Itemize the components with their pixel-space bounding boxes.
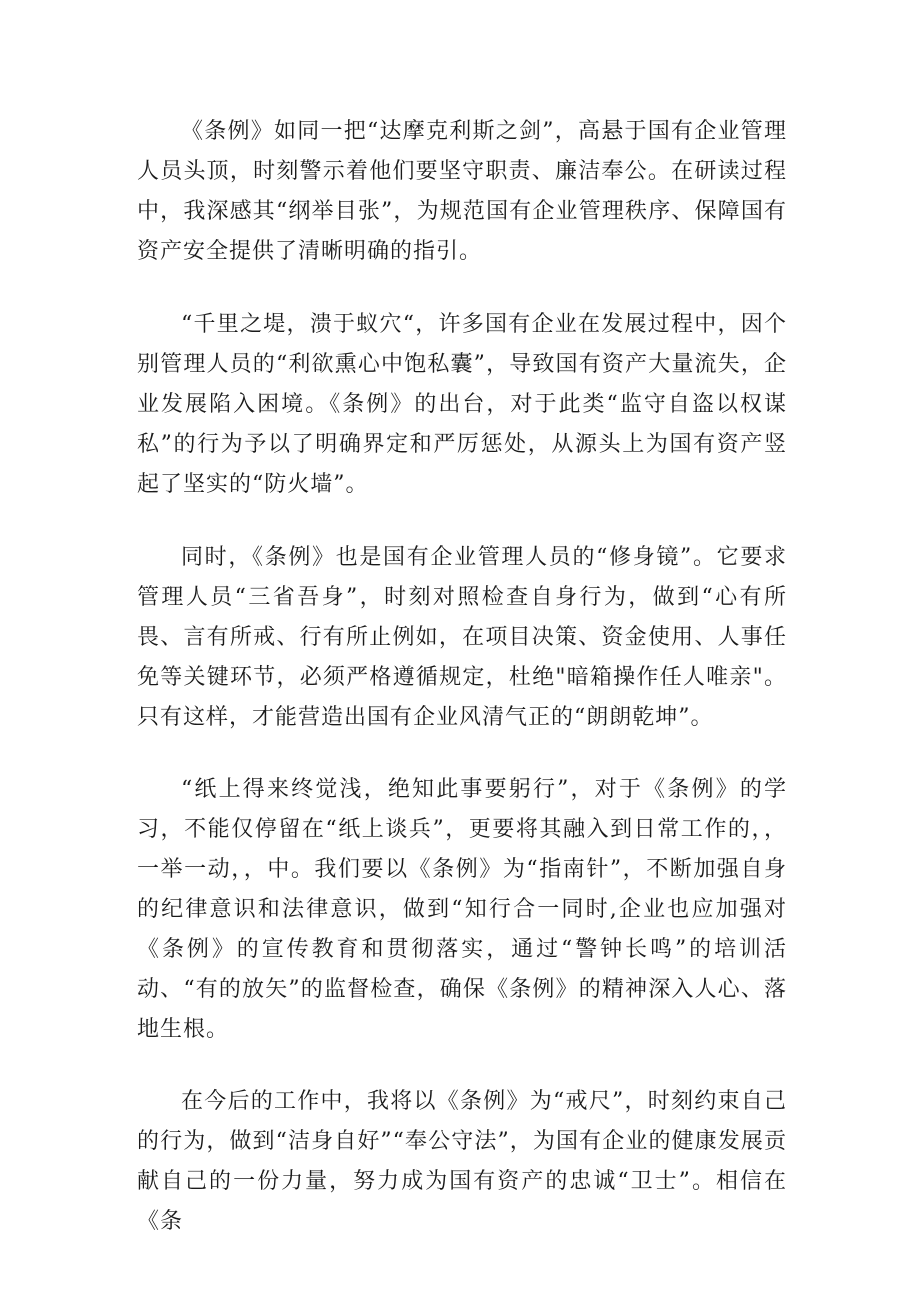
paragraph-2: “千里之堤，溃于蚁穴“，许多国有企业在发展过程中，因个别管理人员的“利欲熏心中饱私囊”，导致国有资产大量流失，企业发展陷入困境。《条例》的出台，对于此类“监守自盗以权谋私”的行为予以了明确界定和严厉惩处，从源头上为国有资产竖起了坚实的“防火墙”。 [137, 312, 787, 497]
paragraph-5: 在今后的工作中，我将以《条例》为“戒尺”，时刻约束自己的行为，做到“洁身自好”“奉公守法”，为国有企业的健康发展贡献自己的一份力量，努力成为国有资产的忠诚“卫士”。相信在《条 [137, 1089, 787, 1234]
paragraph-1: 《条例》如同一把“达摩克利斯之剑”，高悬于国有企业管理人员头顶，时刻警示着他们要坚守职责、廉洁奉公。在研读过程中，我深感其“纲举目张”，为规范国有企业管理秩序、保障国有资产安全提供了清晰明确的指引。 [137, 119, 787, 264]
paragraph-4: “纸上得来终觉浅，绝知此事要躬行”，对于《条例》的学习，不能仅停留在“纸上谈兵”，更要将其融入到日常工作的，，一举一动，，中。我们要以《条例》为“指南针”，不断加强自身的纪律意识和法律意识，做到“知行合一同时,企业也应加强对《条例》的宣传教育和贯彻落实，通过“警钟长鸣”的培训活动、“有的放矢”的监督检查，确保《条例》的精神深入人心、落地生根。 [137, 777, 787, 1042]
paragraph-3: 同时，《条例》也是国有企业管理人员的“修身镜”。它要求管理人员“三省吾身”，时刻对照检查自身行为，做到“心有所畏、言有所戒、行有所止例如，在项目决策、资金使用、人事任免等关键环节，必须严格遵循规定，杜绝"暗箱操作任人唯亲"。只有这样，才能营造出国有企业风清气正的“朗朗乾坤”。 [137, 545, 787, 730]
